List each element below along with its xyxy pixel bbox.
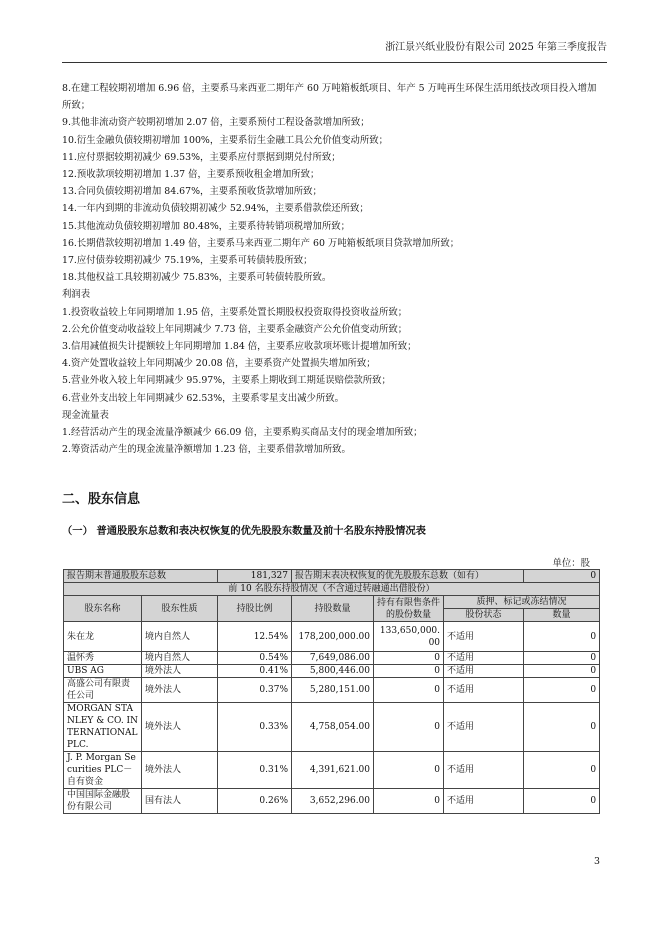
holder-nature: 境外法人 [142,703,218,752]
holder-name: J. P. Morgan Securities PLC－自有资金 [64,752,142,789]
holder-ratio: 0.54% [218,652,292,665]
holder-count: 0 [524,789,600,814]
holder-name: UBS AG [64,665,142,678]
holder-count: 0 [524,622,600,652]
holder-nature: 境外法人 [142,665,218,678]
cashflow-item: 2.筹资活动产生的现金流量净额增加 1.23 倍，主要系借款增加所致。 [62,444,351,456]
summary-row [64,570,600,583]
profit-item: 1.投资收益较上年同期增加 1.95 倍，主要系处置长期股权投资取得投资收益所致； [62,306,408,318]
holder-restricted: 0 [374,789,444,814]
table-row [64,789,600,814]
holder-status: 不适用 [444,678,524,703]
holder-count: 0 [524,652,600,665]
header-row [64,596,600,609]
holder-ratio: 0.26% [218,789,292,814]
balance-item: 18.其他权益工具较期初减少 75.83%，主要系可转债转股所致。 [62,272,332,284]
top10-heading-row [64,583,600,596]
holder-quantity: 4,758,054.00 [292,703,374,752]
page-header [62,40,607,63]
balance-item: 16.长期借款较期初增加 1.49 倍，主要系马来西亚二期年产 60 万吨箱板纸项目贷款增加所致； [62,237,460,249]
balance-item: 17.应付债券较期初减少 75.19%，主要系可转债转股所致； [62,255,313,267]
profit-heading: 利润表 [62,289,91,301]
holder-quantity: 5,800,446.00 [292,665,374,678]
table-row [64,665,600,678]
holder-quantity: 7,649,086.00 [292,652,374,665]
subsection-title: （一） 普通股股东总数和表决权恢复的优先股股东数量及前十名股东持股情况表 [62,525,426,537]
holder-quantity: 4,391,621.00 [292,752,374,789]
holder-ratio: 0.37% [218,678,292,703]
cashflow-item: 1.经营活动产生的现金流量净额减少 66.09 倍，主要系购买商品支付的现金增加所致； [62,427,423,439]
holder-count: 0 [524,703,600,752]
holder-count: 0 [524,752,600,789]
holder-nature: 国有法人 [142,789,218,814]
holder-nature: 境内自然人 [142,622,218,652]
holder-restricted: 133,650,000.00 [374,622,444,652]
holder-quantity: 3,652,296.00 [292,789,374,814]
page-number: 3 [594,856,600,867]
col-nature: 股东性质 [142,596,218,622]
profit-item: 2.公允价值变动收益较上年同期减少 7.73 倍，主要系金融资产公允价值变动所致； [62,323,408,335]
balance-item: 11.应付票据较期初减少 69.53%，主要系应付票据到期兑付所致； [62,151,341,163]
profit-item: 5.营业外收入较上年同期减少 95.97%，主要系上期收到工期延误赔偿款所致； [62,375,391,387]
holder-status: 不适用 [444,752,524,789]
col-quantity: 持股数量 [292,596,374,622]
holder-nature: 境内自然人 [142,652,218,665]
holder-status: 不适用 [444,652,524,665]
holder-name: 中国国际金融股份有限公司 [64,789,142,814]
col-restricted: 持有有限售条件的股份数量 [374,596,444,622]
summary-value: 181,327 [218,570,292,583]
holder-ratio: 0.41% [218,665,292,678]
holder-nature: 境外法人 [142,752,218,789]
top10-heading: 前 10 名股东持股情况（不含通过转融通出借股份） [64,583,600,596]
col-name: 股东名称 [64,596,142,622]
holder-restricted: 0 [374,665,444,678]
holder-restricted: 0 [374,703,444,752]
holder-name: MORGAN STANLEY & CO. INTERNATIONAL PLC. [64,703,142,752]
profit-item: 4.资产处置收益较上年同期减少 20.08 倍，主要系资产处置损失增加所致； [62,358,376,370]
holder-name: 高盛公司有限责任公司 [64,678,142,703]
balance-item: 13.合同负债较期初增加 84.67%，主要系预收货款增加所致； [62,186,322,198]
holder-restricted: 0 [374,752,444,789]
holder-name: 温怀秀 [64,652,142,665]
holder-status: 不适用 [444,622,524,652]
col-count: 数量 [524,609,600,622]
preferred-value: 0 [524,570,600,583]
holder-nature: 境外法人 [142,678,218,703]
cashflow-heading: 现金流量表 [62,409,109,421]
table-row [64,652,600,665]
holder-count: 0 [524,665,600,678]
shareholder-table [63,569,600,814]
section-title: 二、股东信息 [62,492,141,507]
table-row [64,622,600,652]
col-ratio: 持股比例 [218,596,292,622]
balance-item: 9.其他非流动资产较期初增加 2.07 倍，主要系预付工程设备款增加所致； [62,117,370,129]
holder-ratio: 0.33% [218,703,292,752]
col-status: 股份状态 [444,609,524,622]
table-row [64,703,600,752]
table-row [64,678,600,703]
holder-count: 0 [524,678,600,703]
balance-item: 12.预收款项较期初增加 1.37 倍，主要系预收租金增加所致； [62,169,320,181]
holder-ratio: 0.31% [218,752,292,789]
col-pledge: 质押、标记或冻结情况 [444,596,600,609]
holder-status: 不适用 [444,789,524,814]
balance-item: 8.在建工程较期初增加 6.96 倍，主要系马来西亚二期年产 60 万吨箱板纸项目、年产 5 万吨再生环保生活用纸技改项目投入增加所致； [62,83,597,112]
summary-label: 报告期末普通股股东总数 [64,570,218,583]
balance-item: 10.衍生金融负债较期初增加 100%，主要系衍生金融工具公允价值变动所致； [62,134,388,146]
holder-status: 不适用 [444,703,524,752]
holder-quantity: 178,200,000.00 [292,622,374,652]
balance-item: 14.一年内到期的非流动负债较期初减少 52.94%，主要系借款偿还所致； [62,203,369,215]
holder-restricted: 0 [374,652,444,665]
profit-item: 3.信用减值损失计提额较上年同期增加 1.84 倍，主要系应收款项坏账计提增加所致； [62,341,417,353]
holder-restricted: 0 [374,678,444,703]
notes-body [62,80,602,458]
table-row [64,752,600,789]
balance-item: 15.其他流动负债较期初增加 80.48%，主要系待转销项税增加所致； [62,220,351,232]
unit-label: 单位：股 [552,558,590,569]
holder-status: 不适用 [444,665,524,678]
preferred-label: 报告期末表决权恢复的优先股股东总数（如有） [292,570,524,583]
holder-ratio: 12.54% [218,622,292,652]
header-title: 浙江景兴纸业股份有限公司 2025 年第三季度报告 [385,42,607,53]
profit-item: 6.营业外支出较上年同期减少 62.53%，主要系零星支出减少所致。 [62,392,345,404]
holder-quantity: 5,280,151.00 [292,678,374,703]
holder-name: 朱在龙 [64,622,142,652]
